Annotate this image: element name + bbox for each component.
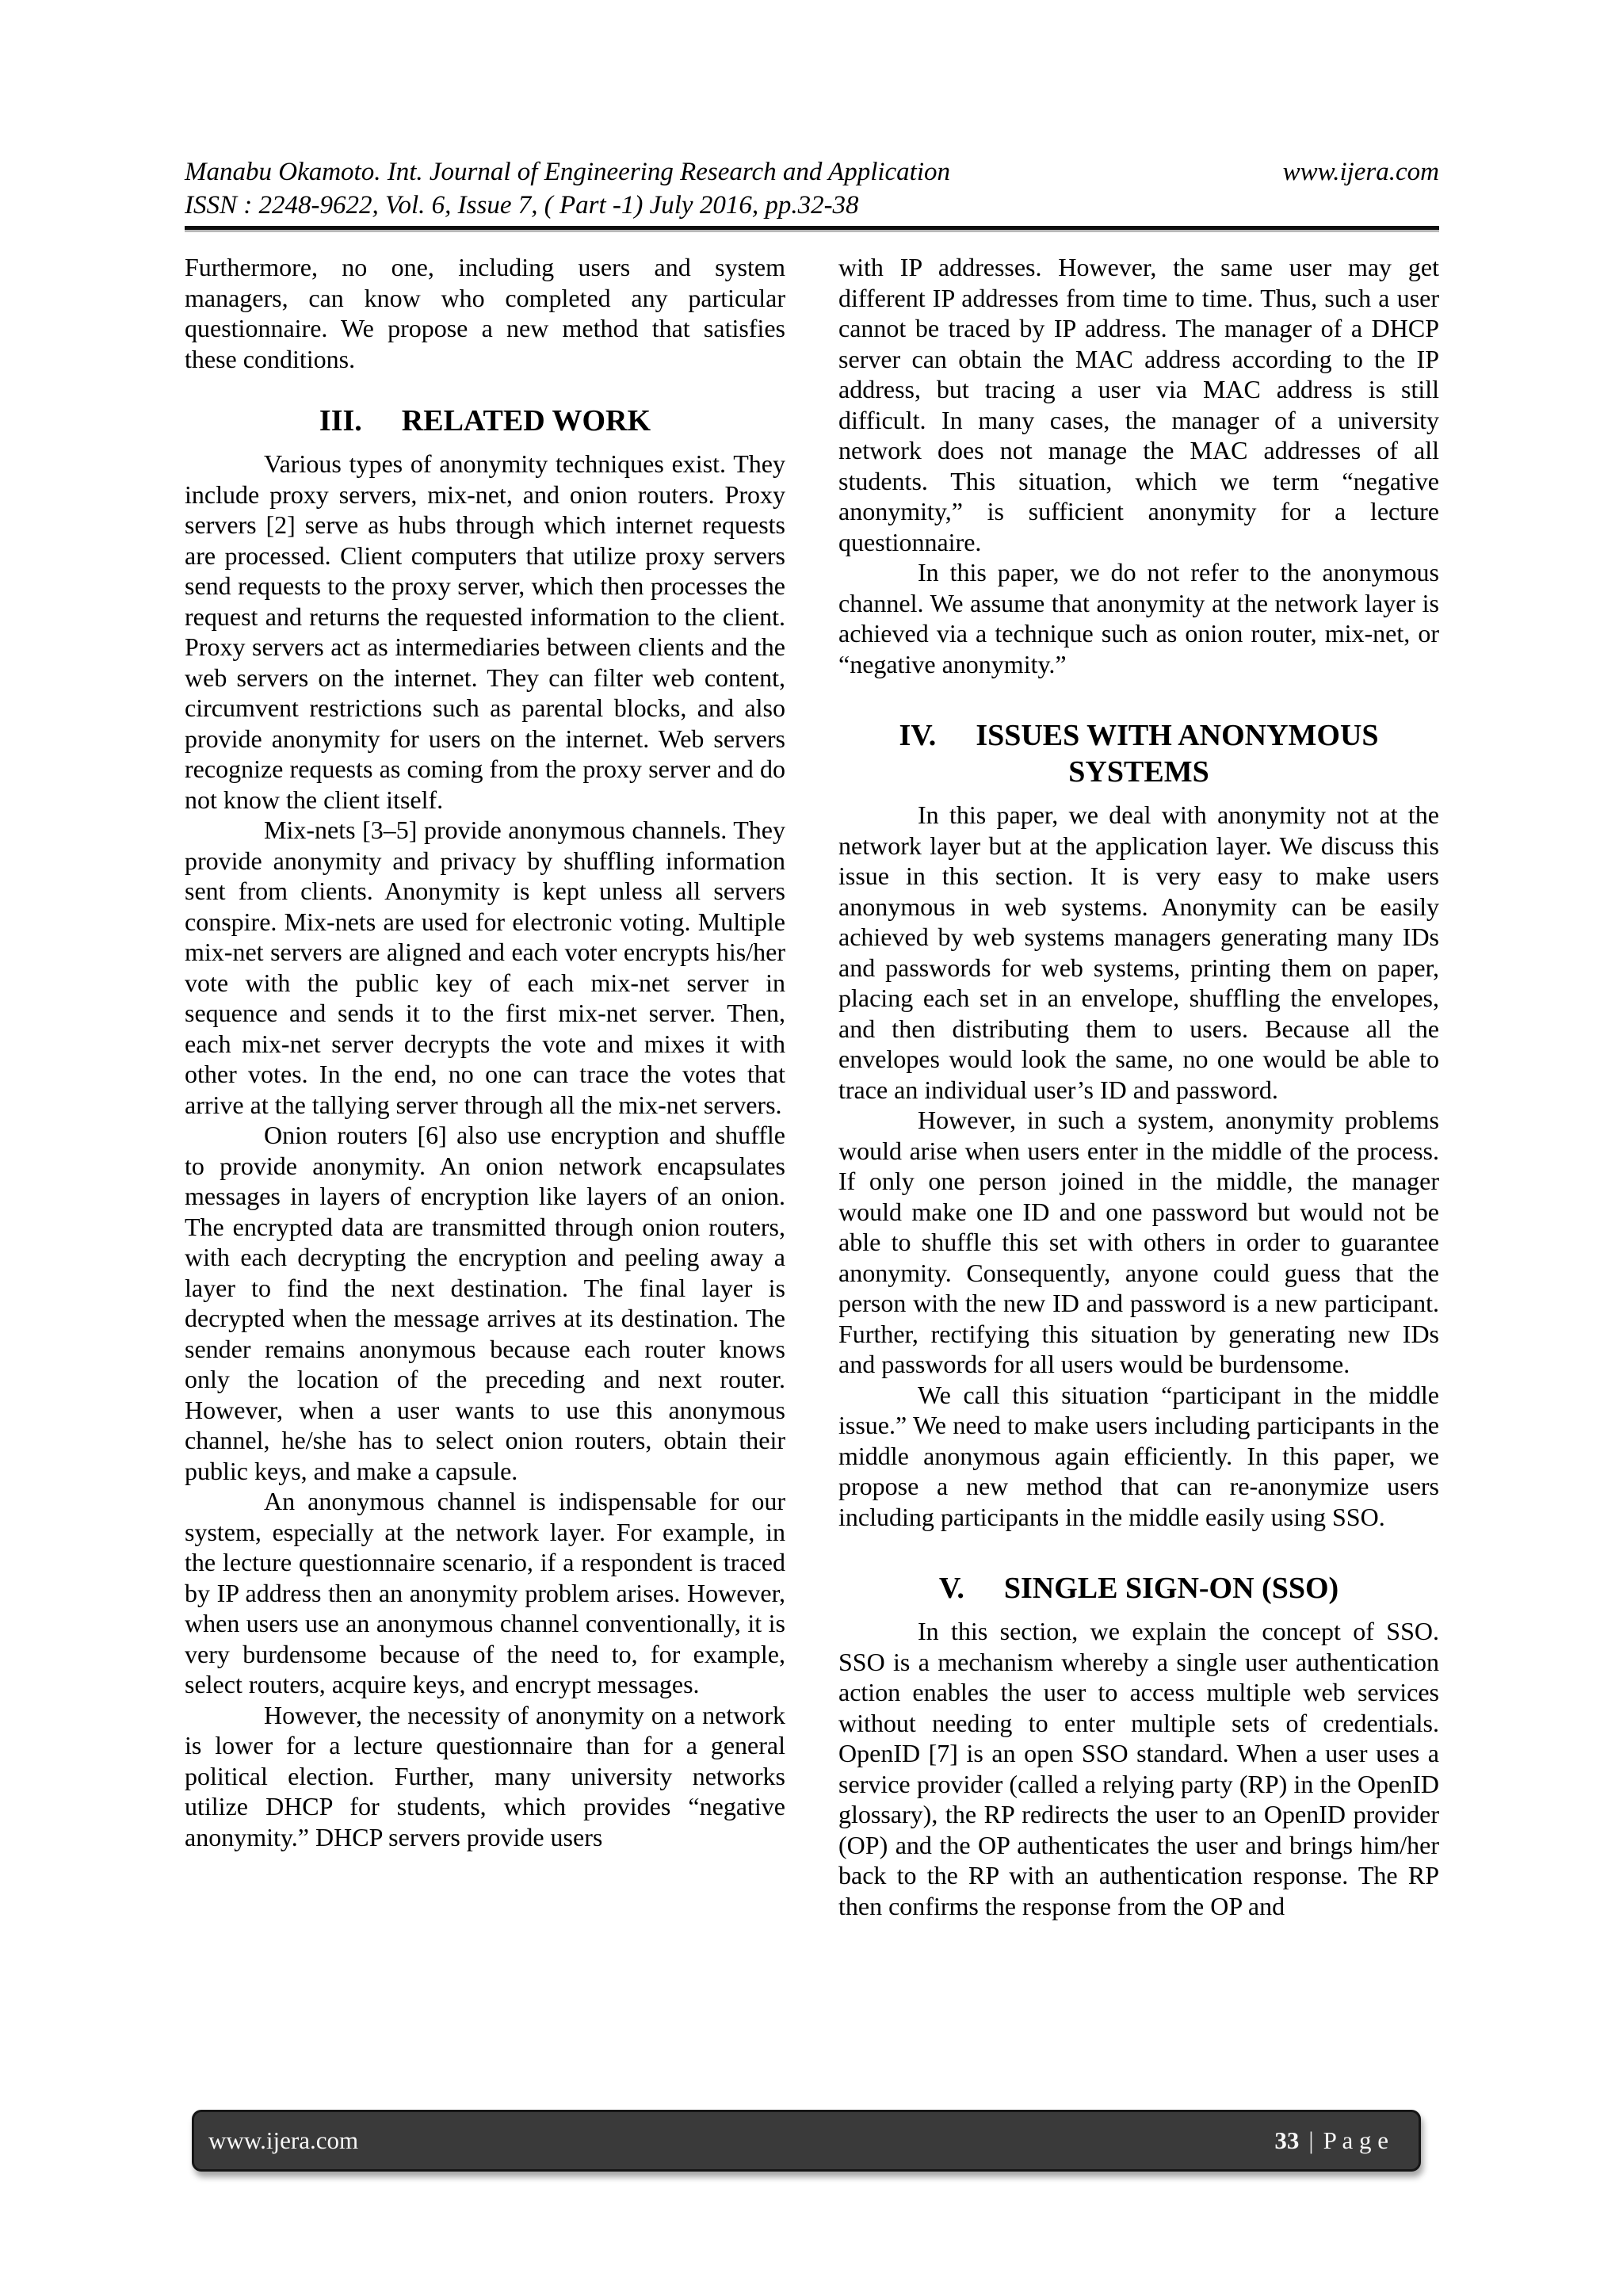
paragraph-dhcp-continuation: with IP addresses. However, the same user may get different IP addresses from time to time. Thus, such a user cannot be traced by IP address. The manager of a DHCP server can obtain the MAC address according to the IP address, but tracing a user via MAC address is still difficult. In many cases, the manager of a university network does not manage the MAC addresses of all students. This situation, which we term “negative anonymity,” is sufficient anonymity for a lecture questionnaire. [838,253,1439,556]
paragraph-participant-middle: We call this situation “participant in the middle issue.” We need to make users including participants in the middle anonymous again efficiently. In this paper, we propose a new method that can re-anonymize users including participants in the middle easily using SSO. [838,1380,1439,1531]
footer-bar [192,2110,1421,2172]
header-rule [185,226,1439,230]
right-column [838,252,1439,1921]
article-body [185,252,1439,1921]
section-number: IV. [899,719,937,752]
paragraph-middle-problem: However, in such a system, anonymity problems would arise when users enter in the middle of the process. If only one person joined in the middle, the manager would make one ID and one password but would not be able to shuffle this set with others in order to guarantee anonymity. Consequently, anyone could guess that the person with the new ID and password is a new participant. Further, rectifying this situation by generating new IDs and passwords for all users would be burdensome. [838,1106,1439,1378]
section-title-line1: ISSUES WITH ANONYMOUS [976,719,1379,752]
journal-title: Manabu Okamoto. Int. Journal of Engineering Research and Application [185,158,951,186]
paragraph-mixnets: Mix-nets [3–5] provide anonymous channels. They provide anonymity and privacy by shuffling information sent from clients. Anonymity is kept unless all servers conspire. Mix-nets are used for electronic voting. Multiple mix-net servers are aligned and each voter encrypts his/her vote with the public key of each mix-net server in sequence and sends it to the first mix-net server. Then, each mix-net server decrypts the vote and mixes it with other votes. In the end, no one can trace the votes that arrive at the tallying server through all the mix-net servers. [185,816,785,1119]
page-word: P a g e [1323,2126,1388,2154]
paragraph-no-refer: In this paper, we do not refer to the anonymous channel. We assume that anonymity at the network layer is achieved via a technique such as onion router, mix-net, or “negative anonymity.” [838,558,1439,678]
paragraph-anonymous-channel: An anonymous channel is indispensable for our system, especially at the network layer. For example, in the lecture questionnaire scenario, if a respondent is traced by IP address then an anonymity problem arises. However, when users use an anonymous channel conventionally, it is very burdensome because of the need to, for example, select routers, acquire keys, and encrypt messages. [185,1487,785,1698]
section-number: V. [938,1572,964,1605]
paragraph-proxy-servers: Various types of anonymity techniques exist. They include proxy servers, mix-net, and onion routers. Proxy servers [2] serve as hubs through which internet requests are processed. Client computers that utilize proxy servers send requests to the proxy server, which then processes the request and returns the requested information to the client. Proxy servers act as intermediaries between clients and the web servers on the internet. They can filter web content, circumvent restrictions such as parental blocks, and also provide anonymity for users on the internet. Web servers recognize requests as coming from the proxy server and do not know the client itself. [185,449,785,814]
section-title: SINGLE SIGN-ON (SSO) [1003,1572,1339,1605]
left-column [185,252,785,1921]
journal-website: www.ijera.com [1282,158,1439,186]
section-heading-sso [838,1570,1439,1606]
section-title: RELATED WORK [401,404,651,437]
paragraph-deal-anonymity: In this paper, we deal with anonymity not at the network layer but at the application layer. We discuss this issue in this section. It is very easy to make users anonymous in web systems. Anonymity can be easily achieved by web systems managers generating many IDs and passwords for web systems, printing them on paper, placing each set in an envelope, shuffling the envelopes, and then distributing them to users. Because all the envelopes would look the same, no one would be able to trace an individual user’s ID and password. [838,800,1439,1104]
paragraph-onion-routers: Onion routers [6] also use encryption and shuffle to provide anonymity. An onion network encapsulates messages in layers of encryption like layers of an onion. The encrypted data are transmitted through onion routers, with each decrypting the encryption and peeling away a layer to find the next destination. The final layer is decrypted when the message arrives at its destination. The sender remains anonymous because each router knows only the location of the preceding and next router. However, when a user wants to use this anonymous channel, he/she has to select onion routers, obtain their public keys, and make a capsule. [185,1121,785,1485]
section-heading-issues-anonymous [838,717,1439,790]
paragraph-necessity: However, the necessity of anonymity on a network is lower for a lecture questionnaire than for a general political election. Further, many university networks utilize DHCP for students, which provides “negative anonymity.” DHCP servers provide users [185,1700,785,1851]
footer-website: www.ijera.com [208,2126,359,2154]
issn-line: ISSN : 2248-9622, Vol. 6, Issue 7, ( Part -1) July 2016, pp.32-38 [185,191,859,220]
footer-page-info [1274,2126,1388,2155]
page-header [185,155,1439,230]
paragraph-sso-concept: In this section, we explain the concept of SSO. SSO is a mechanism whereby a single user authentication action enables the user to access multiple web services without needing to enter multiple sets of credentials. OpenID [7] is an open SSO standard. When a user uses a service provider (called a relying party (RP) in the OpenID glossary), the RP redirects the user to an OpenID provider (OP) and the OP authenticates the user and brings him/her back to the RP with an authentication response. The RP then confirms the response from the OP and [838,1617,1439,1920]
section-title-line2: SYSTEMS [1068,755,1209,789]
header-top-row [185,155,1439,189]
page-number: 33 [1274,2126,1300,2154]
page-divider: | [1308,2126,1314,2154]
paragraph-intro: Furthermore, no one, including users and system managers, can know who completed any particular questionnaire. We propose a new method that satisfies these conditions. [185,253,785,373]
section-number: III. [319,404,362,437]
section-heading-related-work [185,403,785,439]
